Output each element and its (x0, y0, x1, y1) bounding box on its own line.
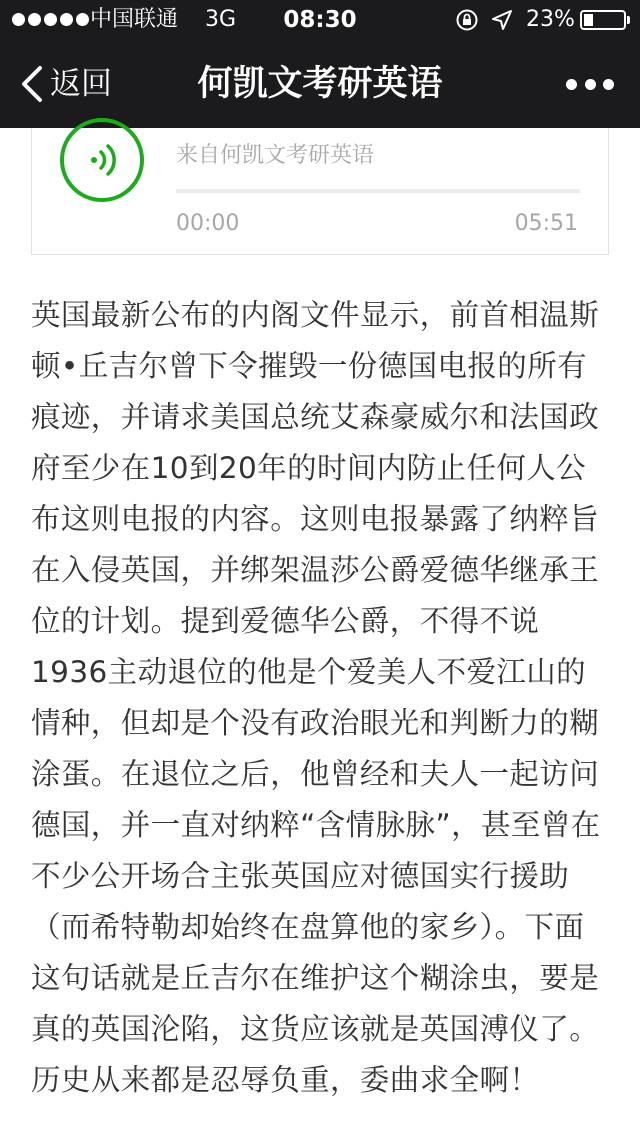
dot-icon (603, 79, 614, 90)
audio-progress-bar[interactable] (176, 189, 580, 193)
dot-icon (566, 79, 577, 90)
battery-percent: 23% (526, 7, 575, 32)
current-time: 00:00 (176, 211, 240, 236)
location-arrow-icon (490, 8, 514, 32)
network-type: 3G (205, 7, 237, 32)
rotation-lock-icon (455, 8, 479, 32)
battery-icon (580, 10, 626, 30)
page-title: 何凯文考研英语 (197, 64, 443, 104)
duration: 05:51 (514, 211, 578, 236)
status-bar (0, 0, 640, 40)
nav-bar (0, 40, 640, 128)
play-button[interactable] (60, 118, 144, 202)
article-body: 英国最新公布的内阁文件显示，前首相温斯顿•丘吉尔曾下令摧毁一份德国电报的所有痕迹，并请求美国总统艾森豪威尔和法国政府至少在10到20年的时间内防止任何人公布这则电报的内容。这则电报暴露了纳粹旨在入侵英国，并绑架温莎公爵爱德华继承王位的计划。提到爱德华公爵，不得不说1936主动退位的他是个爱美人不爱江山的情种，但却是个没有政治眼光和判断力的糊涂蛋。在退位之后，他曾经和夫人一起访问德国，并一直对纳粹“含情脉脉”，甚至曾在不少公开场合主张英国应对德国实行援助（而希特勒却始终在盘算他的家乡）。下面这句话就是丘吉尔在维护这个糊涂虫，要是真的英国沦陷，这货应该就是英国溥仪了。历史从来都是忍辱负重，委曲求全啊！ (31, 298, 601, 1097)
back-label: 返回 (50, 66, 112, 102)
audio-source: 来自何凯文考研英语 (176, 143, 375, 168)
audio-player (31, 128, 609, 255)
battery-tip (627, 16, 630, 24)
carrier-name: 中国联通 (90, 7, 179, 32)
audio-wave-icon (86, 142, 122, 178)
clock: 08:30 (283, 7, 357, 33)
dot-icon (585, 79, 596, 90)
more-options-button[interactable] (566, 76, 614, 92)
